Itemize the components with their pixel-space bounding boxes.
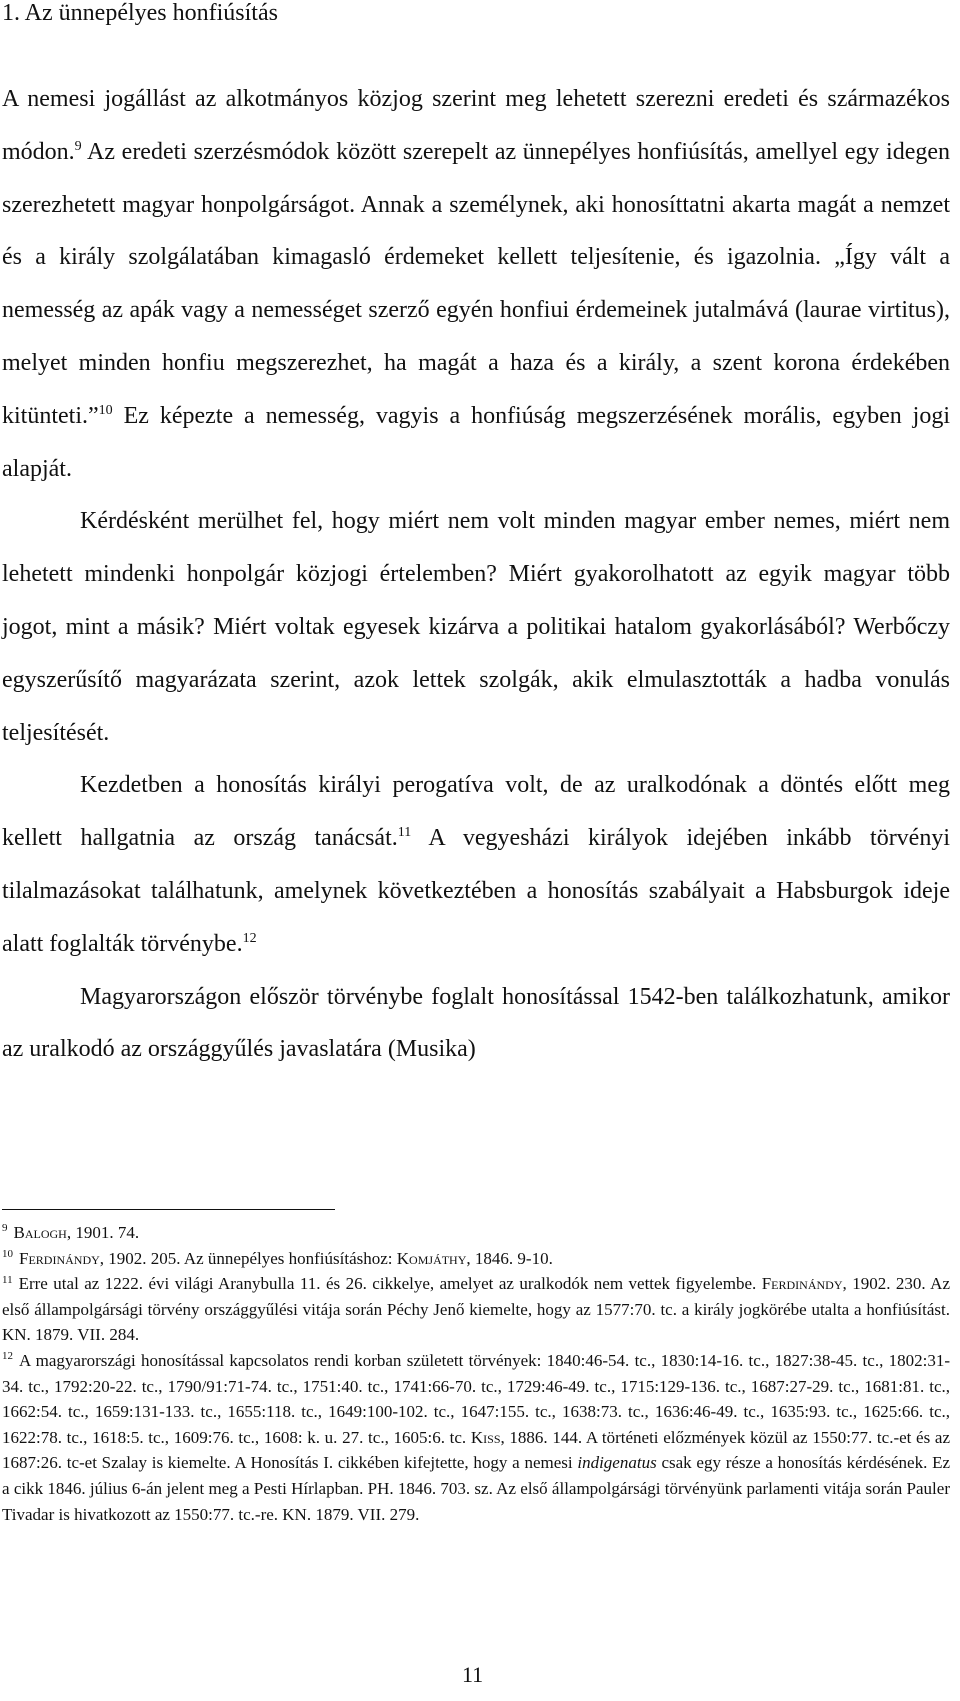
footnote-ref-11[interactable]: 11 — [397, 825, 412, 841]
footnote-number: 12 — [2, 1350, 13, 1363]
footnote-author: Balogh — [13, 1223, 67, 1242]
footnote-text-3: csak egy része a honosítás kérdésének. Ez a cikk 1846. július 6-án jelent meg a Pesti Hírlapban. PH. 1846. 703. sz. Az első állampolgársági törvényünk parlamenti vitája során Pauler Tivadar is hivatkozott az 1550:77. tc.-re. KN. 1879. VII. 279. — [2, 1453, 951, 1524]
footnote-number: 11 — [2, 1273, 13, 1286]
footnote-number: 9 — [2, 1222, 8, 1235]
footnote-ref-12[interactable]: 12 — [242, 930, 257, 946]
paragraph-1 — [2, 73, 950, 495]
footnote-author: Kiss — [470, 1427, 501, 1447]
footnote-11 — [2, 1271, 950, 1348]
footnote-separator — [2, 1209, 335, 1210]
p1-text-c: Ez képezte a nemesség, vagyis a honfiúság megszerzésének morális, egyben jogi alapját. — [2, 402, 950, 482]
footnote-author: Ferdinándy — [19, 1248, 100, 1268]
body-text — [2, 73, 950, 1076]
footnote-ref-10[interactable]: 10 — [98, 402, 113, 418]
paragraph-4: Magyarországon először törvénybe foglalt honosítással 1542-ben találkozhatunk, amikor az uralkodó az országgyűlés javaslatára (Musika) — [2, 983, 950, 1063]
section-heading: 1. Az ünnepélyes honfiúsítás — [2, 0, 278, 26]
paragraph-3 — [2, 759, 950, 970]
footnote-text-2: , 1846. 9-10. — [466, 1248, 553, 1268]
page-number: 11 — [462, 1662, 484, 1687]
footnote-12 — [2, 1348, 950, 1527]
footnote-text: Erre utal az 1222. évi világi Aranybulla 11. és 26. cikkelye, amelyet az uralkodók nem vettek figyelembe. — [18, 1274, 762, 1294]
p1-text-b: Az eredeti szerzésmódok között szerepelt az ünnepélyes honfiúsítás, amellyel egy idegen szerezhetett magyar honpolgárságot. Annak a személynek, aki honosíttatni akarta magát a nemzet és a király szolgálatában kimagasló érdemeket kellett teljesítenie, és igazolnia. „Így vált a nemesség az apák vagy a nemességet szerző egyén honfiui érdemeinek jutalmává (laurae virtitus), melyet minden honfiu megszerezhet, ha magát a haza és a király, a szent korona érdekében kitünteti.” — [2, 138, 950, 429]
footnote-text: , 1902. 205. Az ünnepélyes honfiúsításhoz: — [99, 1248, 397, 1268]
footnote-text: A magyarországi honosítással kapcsolatos rendi korban született törvények: 1840:46-54. tc., 1830:14-16. tc., 1827:38-45. tc., 1802:31-34. tc., 1792:20-22. tc., 1790/91:71-74. tc., 1751:40. tc., 1741:66-70. tc., 1729:46-49. tc., 1715:129-136. tc., 1687:27-29. tc., 1681:81. tc., 1662:54. tc., 1659:131-133. tc., 1655:118. tc., 1649:100-102. tc., 1647:155. tc., 1638:73. tc., 1636:46-49. tc., 1635:93. tc., 1625:66. tc., 1622:78. tc., 1618:5. tc., 1609:76. tc., 1608: k. u. 27. tc., 1605:6. tc. — [2, 1350, 950, 1447]
footnote-text: , 1901. 74. — [66, 1223, 140, 1242]
footnotes — [2, 1220, 950, 1527]
p3-text-a: Kezdetben a honosítás királyi perogatíva volt, de az uralkodónak a döntés előtt meg kellett hallgatnia az ország tanácsát. — [2, 772, 950, 852]
footnote-text-2: , 1902. 230. Az első állampolgársági törvény országgyűlési vitája során Péchy Jenő kiemelte, hogy az 1577:70. tc. a király jogkörébe utalta a honfiúsítást. KN. 1879. VII. 284. — [2, 1274, 950, 1345]
footnote-author-2: Komjáthy — [396, 1248, 467, 1268]
footnote-number: 10 — [2, 1247, 13, 1260]
footnote-author: Ferdinándy — [761, 1274, 843, 1294]
paragraph-2: Kérdésként merülhet fel, hogy miért nem volt minden magyar ember nemes, miért nem lehetett mindenki honpolgár közjogi értelemben? Miért gyakorolhatott az egyik magyar több jogot, mint a másik? Miért voltak egyesek kizárva a politikai hatalom gyakorlásából? Werbőczy egyszerűsítő magyarázata szerint, azok lettek szolgák, akik elmulasztották a hadba vonulás teljesítését. — [2, 508, 950, 746]
p1-text-a: A nemesi jogállást az alkotmányos közjog szerint meg lehetett szerezni eredeti és származékos módon. — [2, 86, 950, 165]
footnote-9 — [2, 1220, 950, 1246]
footnote-ref-9[interactable]: 9 — [74, 138, 82, 154]
footnote-italic-term: indigenatus — [577, 1453, 657, 1473]
p3-text-b: A vegyesházi királyok idejében inkább törvényi tilalmazásokat találhatunk, amelynek következtében a honosítás szabályait a Habsburgok ideje alatt foglalták törvénybe. — [2, 825, 951, 957]
footnote-text-2: , 1886. 144. A történeti előzmények közül az 1550:77. tc.-et és az 1687:26. tc-et Szalay is kiemelte. A Honosítás I. cikkében kifejtette, hogy a nemesi — [2, 1427, 950, 1473]
footnote-10 — [2, 1246, 950, 1272]
